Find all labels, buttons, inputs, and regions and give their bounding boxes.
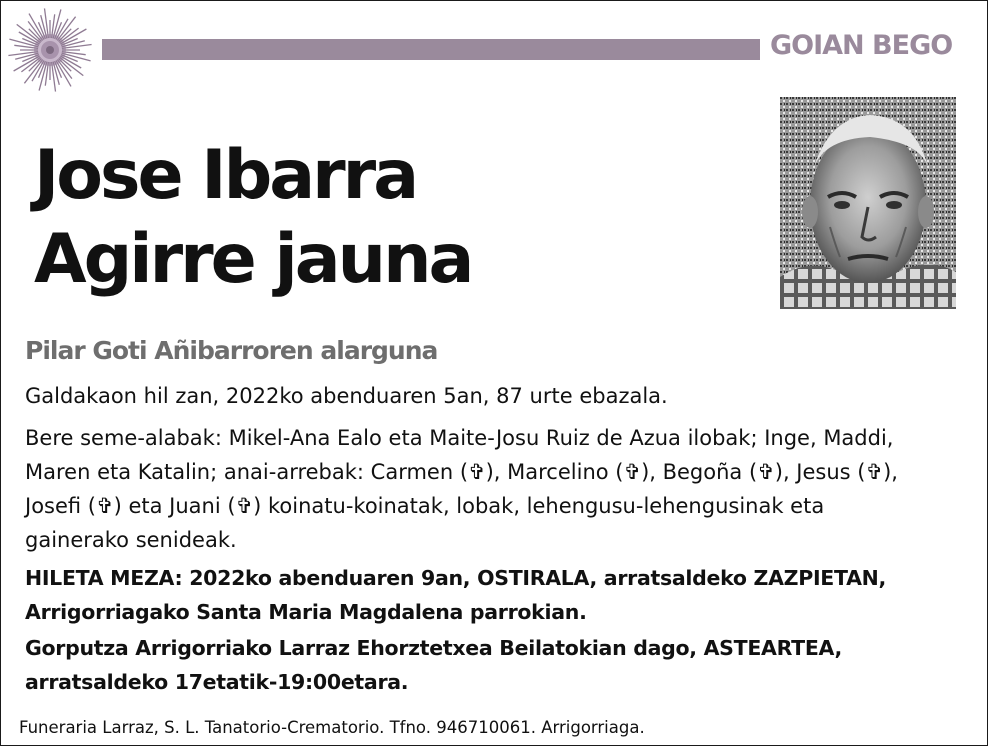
wake-line: arratsaldeko 17etatik-19:00etara.: [25, 670, 409, 694]
funeral-mass-line: HILETA MEZA: 2022ko abenduaren 9an, OSTIRALA, arratsaldeko ZAZPIETAN,: [25, 566, 886, 590]
funeral-mass-paragraph: [25, 561, 960, 629]
relatives-line: gainerako senideak.: [25, 528, 237, 552]
funeral-home-footer: Funeraria Larraz, S. L. Tanatorio-Crematorio. Tfno. 946710061. Arrigorriaga.: [19, 718, 645, 737]
thistle-flower-icon: [4, 6, 96, 94]
funeral-mass-line: Arrigorriagako Santa Maria Magdalena parrokian.: [25, 600, 587, 624]
wake-line: Gorputza Arrigorriako Larraz Ehorztetxea Beilatokian dago, ASTEARTEA,: [25, 636, 842, 660]
relatives-line: Josefi (✞) eta Juani (✞) koinatu-koinatak, lobak, lehengusu-lehengusinak eta: [25, 494, 825, 518]
section-label: GOIAN BEGO: [770, 30, 953, 61]
deceased-name-line2: Agirre jauna: [34, 220, 472, 299]
deceased-name: [34, 134, 471, 302]
relatives-line: Bere seme-alabak: Mikel-Ana Ealo eta Maite-Josu Ruiz de Azua ilobak; Inge, Maddi,: [25, 426, 894, 450]
header-bar: [102, 39, 760, 60]
portrait-photo: [780, 97, 956, 309]
wake-paragraph: [25, 631, 960, 699]
death-notice: Galdakaon hil zan, 2022ko abenduaren 5an, 87 urte ebazala.: [25, 384, 668, 408]
spouse-subtitle: Pilar Goti Añibarroren alarguna: [25, 336, 438, 365]
deceased-name-line1: Jose Ibarra: [34, 136, 417, 215]
relatives-paragraph: [25, 421, 960, 557]
relatives-line: Maren eta Katalin; anai-arrebak: Carmen (✞), Marcelino (✞), Begoña (✞), Jesus (✞),: [25, 460, 898, 484]
